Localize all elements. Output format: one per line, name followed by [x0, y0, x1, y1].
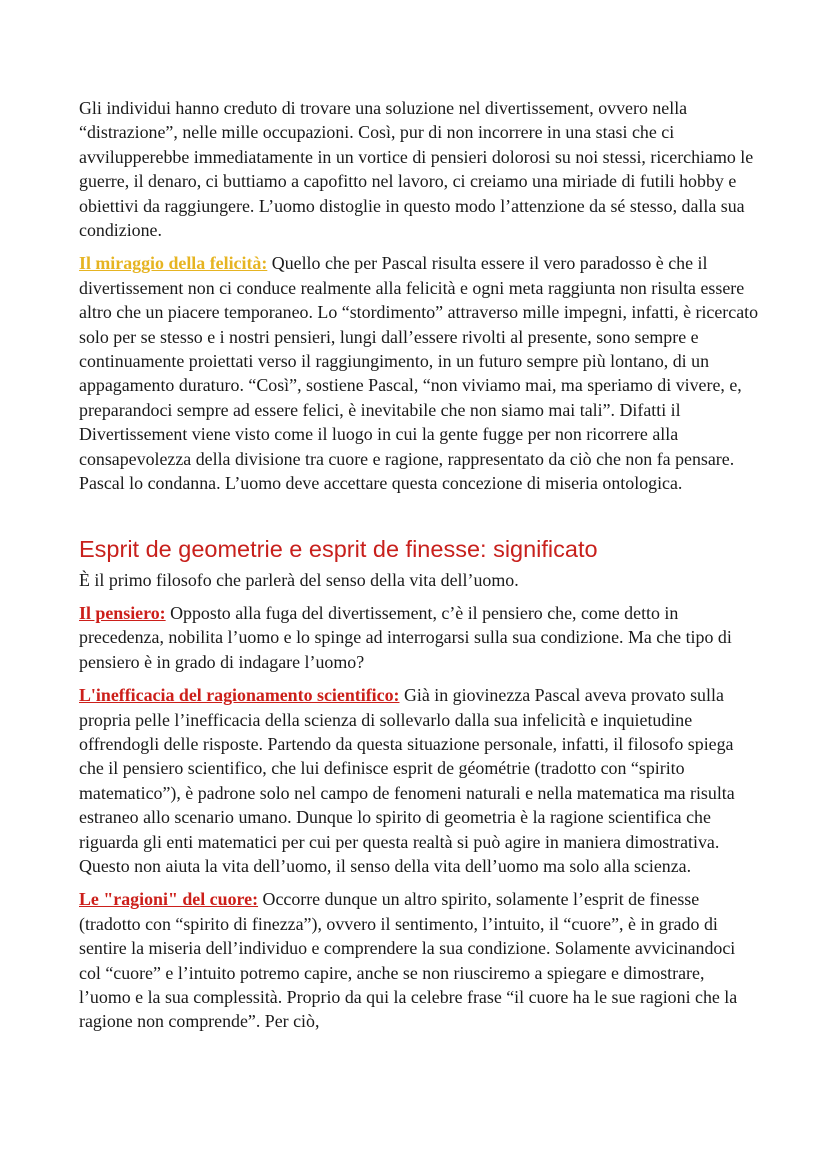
section-heading: Esprit de geometrie e esprit de finesse: significato	[79, 535, 598, 562]
paragraph-inefficacia-body: Già in giovinezza Pascal aveva provato sulla propria pelle l’inefficacia della scienza di sollevarlo dalla sua infelicità e inquietudine offrendogli delle risposte. Partendo da questa situazione personale, infatti, il filosofo spiega che il pensiero scientifico, che lui definisce esprit de géométrie (tradotto con “spirito matematico”), è padrone solo nel campo de fenomeni naturali e nella matematica ma risulta estraneo allo scenario umano. Dunque lo spirito di geometria è la ragione scientifica che riguarda gli enti matematici per cui per questa realtà si può agire in maniera dimostrativa. Questo non aiuta la vita dell’uomo, il senso della vita dell’uomo ma solo alla scienza.	[79, 685, 735, 876]
lead-pensiero: Il pensiero:	[79, 602, 166, 623]
paragraph-pensiero-body: Opposto alla fuga del divertissement, c’è il pensiero che, come detto in precedenza, nobilita l’uomo e lo spinge ad interrogarsi sulla sua condizione. Ma che tipo di pensiero è in grado di indagare l’uomo?	[79, 602, 732, 672]
paragraph-inefficacia	[79, 683, 759, 878]
paragraph-miraggio	[79, 251, 759, 495]
lead-ragioni-cuore: Le "ragioni" del cuore:	[79, 889, 259, 910]
paragraph-miraggio-body: Quello che per Pascal risulta essere il vero paradosso è che il divertissement non ci conduce realmente alla felicità e ogni meta raggiunta non risulta essere altro che un piacere temporaneo. Lo “stordimento” attraverso mille impegni, infatti, è ricercato solo per se stesso e i nostri pensieri, lungi dall’essere rivolti al presente, sono sempre e continuamente proiettati verso il raggiungimento, in un futuro sempre più lontano, di un appagamento duraturo. “Così”, sostiene Pascal, “non viviamo mai, ma speriamo di vivere, e, preparandoci sempre ad essere felici, è inevitabile che non siamo mai tali”. Difatti il Divertissement viene visto come il luogo in cui la gente fugge per non ricorrere alla consapevolezza della divisione tra cuore e ragione, rappresentato da ciò che non fa pensare. Pascal lo condanna. L’uomo deve accettare questa concezione di miseria ontologica.	[79, 253, 759, 494]
paragraph-ragioni-cuore	[79, 887, 759, 1033]
document-page	[79, 96, 759, 1043]
paragraph-pensiero	[79, 601, 759, 674]
paragraph-divertissement: Gli individui hanno creduto di trovare una soluzione nel divertissement, ovvero nella “distrazione”, nelle mille occupazioni. Così, pur di non incorrere in una stasi che ci avvilupperebbe immediatamente in un vortice di pensieri dolorosi su noi stessi, ricerchiamo le guerre, il denaro, ci buttiamo a capofitto nel lavoro, ci creiamo una miriade di futili hobby e obiettivi da raggiungere. L’uomo distoglie in questo modo l’attenzione da sé stesso, dalla sua condizione.	[79, 98, 754, 241]
section-intro: È il primo filosofo che parlerà del senso della vita dell’uomo.	[79, 569, 519, 590]
lead-miraggio-felicita: Il miraggio della felicità:	[79, 253, 268, 274]
paragraph-ragioni-cuore-body: Occorre dunque un altro spirito, solamente l’esprit de finesse (tradotto con “spirito di finezza”), ovvero il sentimento, l’intuito, il “cuore”, è in grado di sentire la miseria dell’individuo e comprendere la sua condizione. Solamente avvicinandoci col “cuore” e l’intuito potremo capire, anche se non riusciremo a spiegare e dimostrare, l’uomo e la sua complessità. Proprio da qui la celebre frase “il cuore ha le sue ragioni che la ragione non comprende”. Per ciò,	[79, 889, 738, 1032]
lead-inefficacia: L'inefficacia del ragionamento scientifico:	[79, 685, 400, 706]
